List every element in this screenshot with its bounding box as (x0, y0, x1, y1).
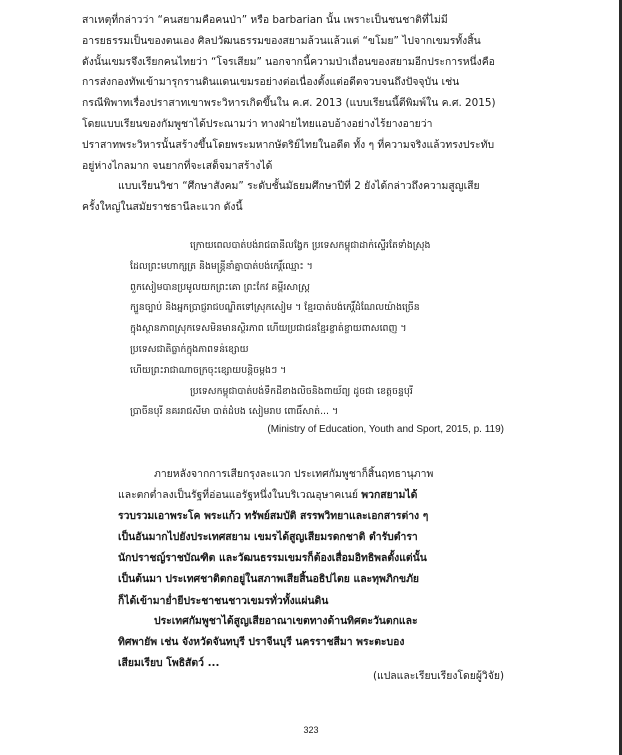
text-plain: และตกต่ำลงเป็นรัฐที่อ่อนแอรัฐหนึ่งในบริเวณอุษาคเนย์ (118, 489, 362, 502)
text-line: ปราสาทพระวิหารนั้นสร้างขึ้นโดยพระมหากษัตริย์ไทยในอดีต ทั้ง ๆ ที่ความจริงแล้วทรงประทับ (82, 138, 495, 151)
text-line: อารยธรรมเป็นของตนเอง ศิลปวัฒนธรรมของสยามล้วนแล้วแต่ “ขโมย” ไปจากเขมรทั้งสิ้น (82, 34, 481, 47)
translated-paragraph-1 (118, 464, 503, 612)
citation-ministry: (Ministry of Education, Youth and Sport, 2015, p. 119) (267, 424, 504, 435)
text-bold: รวบรวมเอาพระโค พระแก้ว ทรัพย์สมบัติ สรรพวิทยาและเอกสารต่าง ๆ (118, 510, 429, 523)
page-number: 323 (303, 725, 319, 735)
khmer-line: ប្រទេសជាតិធ្លាក់ក្នុងភាពទន់ខ្សោយ (130, 343, 249, 355)
text-bold: เป็นอันมากไปยังประเทศสยาม เขมรได้สูญเสียมรดกชาติ ตำรับตำรา (118, 531, 418, 544)
paragraph-social-studies (82, 176, 562, 217)
citation-translator: (แปลและเรียบเรียงโดยผู้วิจัย) (372, 670, 504, 682)
khmer-line: ក្នុងស្ថានភាពស្រុកទេសមិនមានស្ថិរភាព ហើយប្រជាជនខ្មែរខ្ចាត់ខ្ចាយពាសពេញ ។ (130, 323, 407, 335)
text-line (118, 464, 503, 485)
khmer-line: ពួកសៀមបានប្រមូលយកព្រះគោ ព្រះកែវ គម្ពីរសាស្ត្រ (130, 281, 310, 293)
text-line (118, 506, 503, 527)
text-line: เสียมเรียบ โพธิสัตว์ ... (118, 657, 220, 670)
khmer-line: ក្រោយពេលបាត់បង់រាជធានីលង្វែក ប្រទេសកម្ពុជាដាក់ស្ទើរតែទាំងស្រុង (190, 240, 431, 251)
text-line (118, 548, 503, 569)
khmer-line: ប្រាចីនបុរី នគររាជសីមា បាត់ដំបង សៀមរាប ពោធិ៍សាត់... ។ (130, 406, 339, 418)
text-line: สาเหตุที่กล่าวว่า “คนสยามคือคนป่า” หรือ barbarian นั้น เพราะเป็นชนชาติที่ไม่มี (82, 14, 448, 26)
khmer-line: ដែលព្រះមហាក្សត្រ និងមន្ត្រីនាំគ្នាបាត់បង់កេរ្តិ៍ឈ្មោះ ។ (130, 260, 313, 272)
text-line: โดยแบบเรียนของกัมพูชาได้ประณามว่า ทางฝ่ายไทยแอบอ้างอย่างไร้ยางอายว่า (82, 117, 433, 130)
paragraph-barbarian (82, 10, 562, 176)
translated-paragraph-2 (118, 611, 503, 674)
text-line: กรณีพิพาทเรื่องปราสาทเขาพระวิหารเกิดขึ้นใน ค.ศ. 2013 (แบบเรียนนี้ตีพิมพ์ใน ค.ศ. 2015) (82, 97, 496, 110)
text-line: ทิศพายัพ เช่น จังหวัดจันทบุรี ปราจีนบุรี นครราชสีมา พระตะบอง (118, 636, 405, 649)
text-line: การส่งกองทัพเข้ามารุกรานดินแดนเขมรอย่างต่อเนื่องตั้งแต่อดีตจวบจนถึงปัจจุบัน เช่น (82, 76, 460, 89)
khmer-block-quote (130, 236, 550, 423)
text-plain: ภายหลังจากการเสียกรุงละแวก ประเทศกัมพูชาก็สิ้นฤทธานุภาพ (154, 468, 434, 480)
khmer-line: ក្បួនច្បាប់ និងអ្នកប្រាជ្ញរាជបណ្ឌិតទៅស្រុកសៀម ។ ខ្មែរបាត់បង់កេរ្តិ៍ដំណែលយ៉ាងច្រើន (130, 302, 420, 314)
text-line: ดังนั้นเขมรจึงเรียกคนไทยว่า “โจรเสียม” นอกจากนี้ความป่าเถื่อนของสยามอีกประการหนึ่งคือ (82, 55, 495, 68)
text-line: ประเทศกัมพูชาได้สูญเสียอาณาเขตทางด้านทิศตะวันตกและ (154, 615, 418, 627)
text-line: ครั้งใหญ่ในสมัยราชธานีละแวก ดังนี้ (82, 200, 243, 213)
text-bold: ก็ได้เข้ามาย่ำยีประชาชนชาวเขมรทั่วทั้งแผ่นดิน (118, 594, 329, 607)
text-bold: พวกสยามได้ (361, 489, 418, 502)
text-line (118, 485, 503, 506)
text-line: อยู่ห่างไกลมาก จนยากที่จะเสด็จมาสร้างได้ (82, 159, 273, 172)
text-bold: เป็นต้นมา ประเทศชาติตกอยู่ในสภาพเสียสิ้นอธิปไตย และทุพภิกขภัย (118, 573, 420, 586)
text-line (118, 527, 503, 548)
text-line (118, 591, 503, 612)
text-bold: นักปราชญ์ราชบัณฑิต และวัฒนธรรมเขมรก็ต้องเสื่อมอิทธิพลตั้งแต่นั้น (118, 552, 427, 565)
text-line (118, 569, 503, 590)
text-line: แบบเรียนวิชา “ศึกษาสังคม” ระดับชั้นมัธยมศึกษาปีที่ 2 ยังได้กล่าวถึงความสูญเสีย (118, 180, 480, 192)
khmer-line: ប្រទេសកម្ពុជាបាត់បង់ទឹកដីខាងលិចនិងពាយ័ព្យ ដូចជា ខេត្តចន្ទបុរី (190, 385, 413, 397)
khmer-line: ហើយព្រះរាជាណាចក្រចុះខ្សោយបន្តិចម្តងៗ ។ (130, 364, 287, 376)
